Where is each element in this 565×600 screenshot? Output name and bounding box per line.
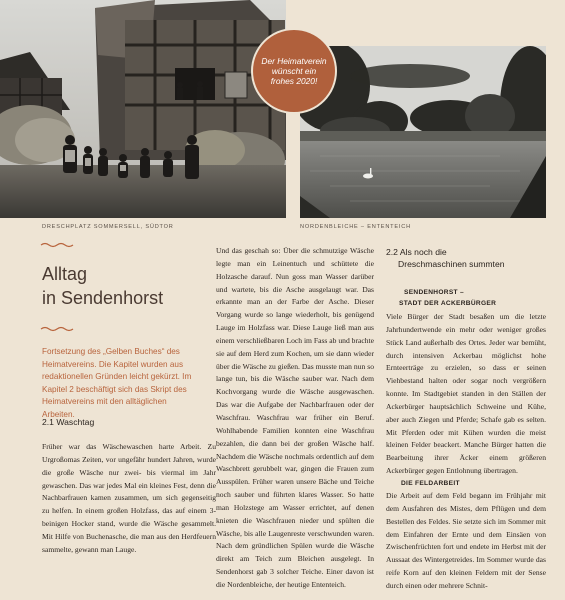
body-text-column-2: Und das geschah so: Über die schmutzige Wäsche legte man ein Leinentuch und schüttete die Holzasche darauf. Nun goss man Wasser darüber und wartete, bis die Asche ausgelaugt war. Das erkannte man an der Farbe der Asche. Dieser Vorgang wurde so lange wiederholt, bis genügend Lauge im Holzfass war. Diese Lauge ließ man aus einem verschließbaren Loch im Fass ab und brachte sie auf dem Herd zum Kochen, um sie dann wieder über die Wäsche zu gießen. Das musste man nun so lange tun, bis die Wäsche sauber war. Nach dem Kochvorgang wurde die Wäsche ausgewaschen. Das war die Aufgabe der Nachbarfrauen oder der Waschfrau. Waschfrau war früher ein Beruf. Wohlhabende Familien konnten eine Waschfrau bezahlen, die dann bei der großen Wäsche half. Nachdem die Wäsche nochmals ordentlich auf dem Waschbrett gerubbelt war, gingen die Frauen zum Ausspülen. Früher waren unsere Bäche und Teiche noch sauber und führten klares Wasser. So hatte man Holzstege am Wasser errichtet, auf denen knieten die Waschfrauen nieder und spülten die Wäsche, bis alle Laugenreste verschwunden waren. Nach dem gründlichen Spülen wurde die Wäsche direkt am Teich zum Bleichen ausgelegt. In Sendenhorst gab 3 solcher Teiche. Einer davon ist die Nordenbleiche, der heutige Ententeich. (216, 246, 374, 589)
photo-caption: NORDENBLEICHE – ENTENTEICH (300, 224, 411, 230)
decorative-squiggle-icon (40, 242, 74, 248)
photo-ententeich (300, 46, 546, 218)
greeting-badge (253, 30, 335, 112)
section-heading-line: 2.2 Als noch die (386, 247, 447, 257)
photo-caption: DRESCHPLATZ SOMMERSELL, SÜDTOR (42, 224, 174, 230)
body-text-column-3: Viele Bürger der Stadt besaßen um die letzte Jahrhundertwende ein mehr oder weniger großes Stück Land außerhalb des Ortes. Jeder war bemüht, durch intensiven Ackerbau möglichst hohe Ernteerträge zu erzielen, so dass er seinen Viehbestand halten oder sogar noch vergrößern konnte. Im Stadtgebiet standen in den Ställen der Ackerbürger hauptsächlich Schweine und Kühe, aber auch Ziegen und Pferde; Schafe gab es selten. Mit Pferden oder mit Kühen wurden die meist kleinen Felder beackert. Manche Bürger hatten die Bearbeitung ihrer Äcker einem größeren Ackerbürger gegen Entlohnung übertragen. (386, 312, 546, 476)
section-heading: 2.1 Waschtag (42, 417, 95, 427)
greeting-badge-text: Der Heimatverein wünscht ein frohes 2020! (261, 56, 327, 86)
article-title-line: in Sendenhorst (42, 288, 164, 308)
photo-dreschplatz (0, 0, 286, 218)
section-heading (386, 246, 505, 270)
subheading-line: SENDENHORST – (404, 289, 464, 296)
article-intro: Fortsetzung des „Gelben Buches“ des Heimatvereins. Die Kapitel wurden aus redaktionellen Gründen leicht gekürzt. Im Kapitel 2 beschäftigt sich das Skript des Heimatvereins mit den alltäglichen Arbeiten. (42, 347, 192, 419)
body-text-column-1: Früher war das Wäschewaschen harte Arbeit. Zu Urgroßomas Zeiten, vor ungefähr hundert Jahren, wurde die große Wäsche nur zwei- bis viermal im Jahr gewaschen. Das war jedes Mal ein kleines Fest, denn die Nachbarfrauen kamen zusammen, um sich gegenseitig zu helfen. In einem großen Holzfass, das auf einem 3-beinigen Hocker stand, wurde die Wäsche gesammelt. Mit Hilfe von Buchenasche, die man aus den Herdfeuern sammelte, gewann man Lauge. (42, 442, 216, 554)
article-title (42, 262, 163, 310)
article-title-line: Alltag (42, 264, 88, 284)
subheading-line: STADT DER ACKERBÜRGER (399, 300, 497, 307)
decorative-squiggle-icon (40, 326, 74, 332)
subheading (386, 287, 496, 309)
body-text-column-3-continued: Die Arbeit auf dem Feld begann im Frühjahr mit dem Ausfahren des Mistes, dem Pflügen und dem Bestellen des Feldes. Sie setzte sich im Sommer mit dem Einfahren der Ernte und dem Einsäen von Zwischenfrüchten fort und endete im Herbst mit der Aussaat des Wintergetreides. Im Sommer wurde das reife Korn auf den kleinen Feldern mit der Sense durch einen oder mehrere Schnit- (386, 491, 546, 590)
subheading: DIE FELDARBEIT (401, 480, 460, 487)
section-heading-line: Dreschmaschinen summten (398, 259, 505, 269)
